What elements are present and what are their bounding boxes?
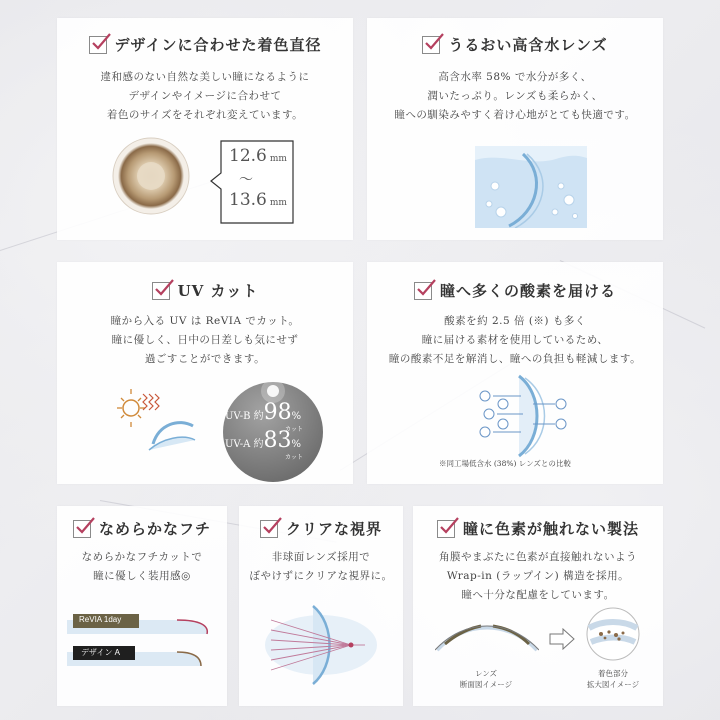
checkbox-icon	[73, 520, 91, 538]
checkbox-icon	[437, 520, 455, 538]
caption-cross-section: レンズ 断面図イメージ	[459, 669, 513, 689]
card-title: うるおい高含水レンズ	[367, 34, 663, 55]
size-tilde: 〜	[239, 172, 253, 188]
card-description: なめらかなフチカットで 瞳に優しく装用感◎	[81, 551, 203, 582]
card-moisture	[367, 18, 663, 240]
checkbox-icon	[260, 520, 278, 538]
card-description: 非球面レンズ採用で ぼやけずにクリアな視界に。	[249, 551, 393, 582]
colored-lens-icon	[111, 136, 191, 216]
checkbox-icon	[414, 282, 432, 300]
card-wrap	[413, 506, 663, 706]
oxygen-lens-icon	[473, 374, 573, 458]
focus-lens-icon	[261, 600, 381, 690]
card-title: 瞳へ多くの酸素を届ける	[367, 280, 663, 301]
checkbox-icon	[422, 36, 440, 54]
card-description: 角膜やまぶたに色素が直接触れないよう Wrap-in (ラップイン) 構造を採用。 瞳へ十分な配慮をしています。	[439, 551, 637, 601]
card-description: 違和感のない自然な美しい瞳になるように デザインやイメージに合わせて 着色のサイズをそれぞれ変えています。	[100, 71, 310, 121]
size-value-small: 12.6 mm	[229, 146, 287, 166]
oxygen-footnote: ※同工場低含水 (38%) レンズとの比較	[439, 459, 571, 468]
uva-cut: カット	[285, 454, 303, 461]
card-title: デザインに合わせた着色直径	[57, 34, 353, 55]
size-value-large: 13.6 mm	[229, 190, 287, 210]
lens-cross-section-icon	[435, 612, 539, 666]
label-design-a: デザイン A	[81, 648, 120, 657]
card-uv	[57, 262, 353, 484]
label-revia: ReVIA 1day	[79, 615, 122, 624]
uvb-cut: カット	[285, 426, 303, 433]
card-diameter	[57, 18, 353, 240]
uvb-value: UV-B 約98%	[225, 400, 302, 425]
card-title: クリアな視界	[239, 518, 403, 539]
water-lens-icon	[475, 146, 587, 228]
uva-value: UV-A 約83%	[225, 428, 302, 453]
arrow-right-icon	[549, 628, 575, 650]
card-title: UV カット	[57, 280, 353, 301]
card-title: なめらかなフチ	[57, 518, 227, 539]
card-description: 瞳から入る UV は ReVIA でカット。 瞳に優しく、日中の日差しも気にせず 過ごすことができます。	[110, 315, 300, 365]
caption-magnified: 着色部分 拡大図イメージ	[586, 669, 640, 689]
checkbox-icon	[152, 282, 170, 300]
card-clear	[239, 506, 403, 706]
card-title: 瞳に色素が触れない製法	[413, 518, 663, 539]
card-oxygen	[367, 262, 663, 484]
card-description: 酸素を約 2.5 倍 (※) も多く 瞳に届ける素材を使用しているため、 瞳の酸素不足を解消し、瞳への負担も軽減します。	[388, 315, 642, 365]
checkbox-icon	[89, 36, 107, 54]
card-edge	[57, 506, 227, 706]
sun-icon	[113, 384, 223, 464]
magnified-view-icon	[585, 606, 641, 662]
card-description: 高含水率 58% で水分が多く、 潤いたっぷり。レンズも柔らかく、 瞳への馴染みやすく着け心地がとても快適です。	[394, 71, 636, 121]
